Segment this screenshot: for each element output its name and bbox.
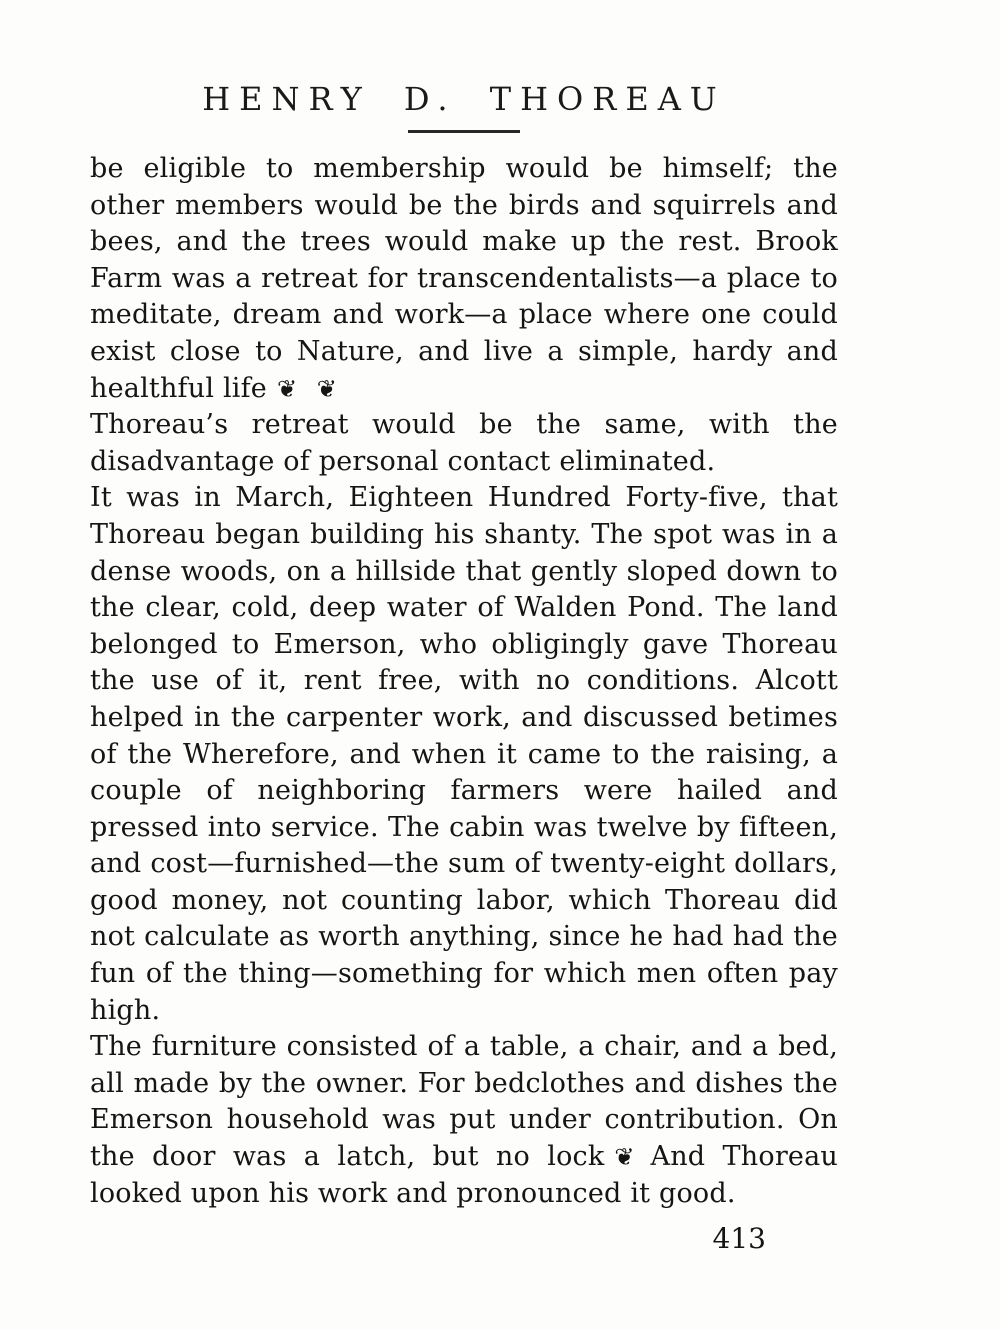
text-block — [90, 80, 838, 1255]
page-header — [90, 80, 838, 133]
title-divider — [408, 130, 520, 133]
paragraph-1 — [90, 151, 838, 407]
paragraph-2 — [90, 407, 838, 480]
paragraph-4-text-part1: The furniture consisted of a table, a chair, and a bed, all made by the owner. For bedclothes and dishes the Emerson household was put under contribution. On the door was a latch, but no lock — [90, 1031, 838, 1173]
paragraph-3-text: It was in March, Eighteen Hundred Forty-five, that Thoreau began building his shanty. The spot was in a dense woods, on a hillside that gently sloped down to the clear, cold, deep water of Walden Pond. The land belonged to Emerson, who obligingly gave Thoreau the use of it, rent free, with no conditions. Alcott helped in the carpenter work, and discussed betimes of the Wherefore, and when it came to the raising, a couple of neighboring farmers were hailed and pressed into service. The cabin was twelve by fifteen, and cost—furnished—the sum of twenty-eight dollars, good money, not counting labor, which Thoreau did not calculate as worth anything, since he had had the fun of the thing—something for which men often pay high. — [90, 482, 838, 1026]
page-title: HENRY D. THOREAU — [202, 80, 726, 118]
paragraph-4 — [90, 1029, 838, 1212]
fleuron-ornament-double: ❦ ❦ — [276, 374, 343, 403]
body-text — [90, 151, 838, 1212]
paragraph-3 — [90, 480, 838, 1029]
fleuron-ornament-single: ❦ — [614, 1143, 641, 1172]
paragraph-4-text-part2: And Thoreau looked upon his work and pronounced it good. — [90, 1141, 838, 1209]
page-number: 413 — [712, 1222, 766, 1256]
paragraph-1-text: be eligible to membership would be himself; the other members would be the birds and squirrels and bees, and the trees would make up the rest. Brook Farm was a retreat for transcendentalists—a place to meditate, dream and work—a place where one could exist close to Nature, and live a simple, hardy and healthful life — [90, 153, 838, 404]
paragraph-2-text: Thoreau’s retreat would be the same, with the disadvantage of personal contact eliminated. — [90, 409, 838, 477]
